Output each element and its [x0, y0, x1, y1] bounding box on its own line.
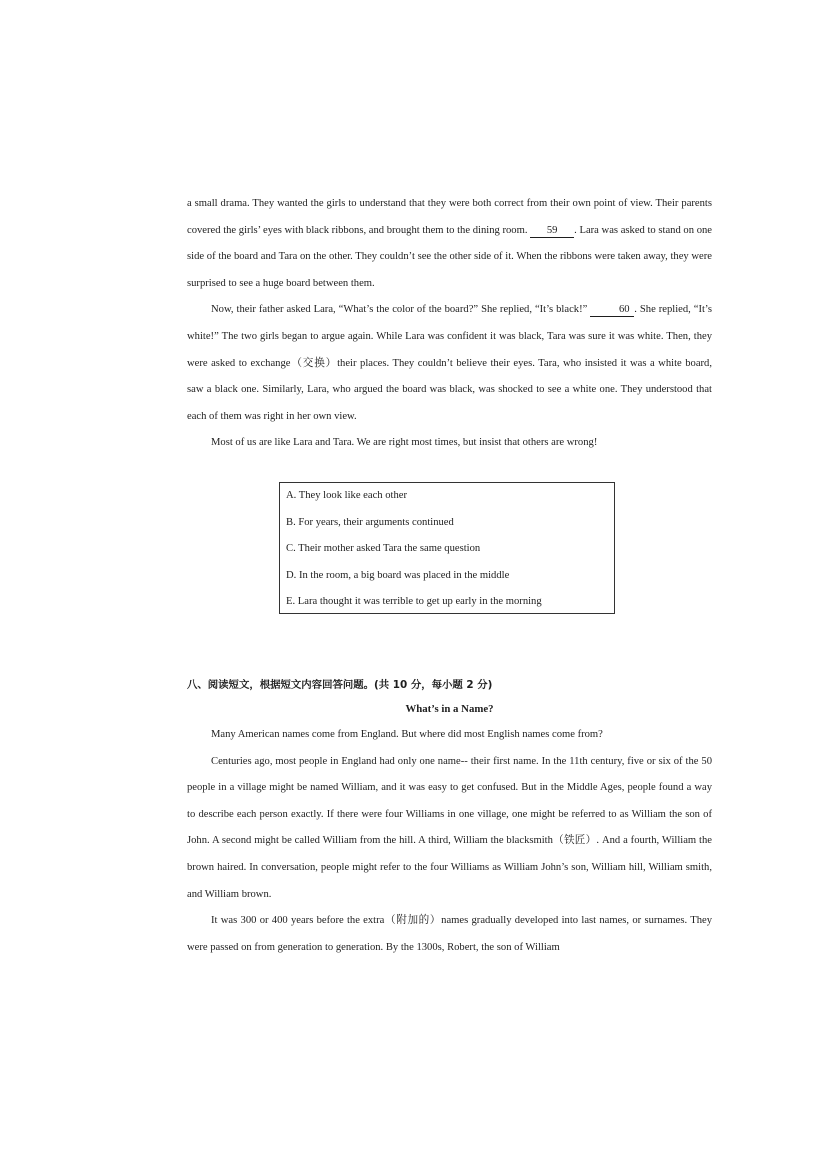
names-paragraph-2: Centuries ago, most people in England had only one name-- their first name. In the 11th century, five or six of the 50 people in a village might be named William, and it was easy to get confused. But in the Middle Ages, people found a way to describe each person exactly. If there were four Williams in one village, one might be referred to as William the son of John. A second might be called William from the hill. A third, William the blacksmith（铁匠）. And a fourth, William the brown haired. In conversation, people might refer to the four Williams as William John’s son, William hill, William smith, and William brown.: [187, 755, 712, 900]
section-8-heading: 八、阅读短文，根据短文内容回答问题。(共 10 分，每小题 2 分): [187, 679, 493, 691]
option-c: C. Their mother asked Tara the same question: [286, 543, 481, 555]
paragraph-1: a small drama. They wanted the girls to understand that they were both correct from their own point of view. Their parents covered the girls’ eyes with black ribbons, and brought them to the dining room. 59 . Lara was asked to stand on one side of the board and Tara on the other. They couldn’t see the other side of it. When the ribbons were taken away, they were surprised to see a huge board between them.: [187, 198, 712, 289]
blank-59: 59: [530, 225, 574, 238]
paragraph-1-part-1: a small drama. They wanted the girls to understand that they were both correct from their own point of view. Their parents covered the girls’ eyes with black ribbons, and brought them to the dining room.: [187, 198, 712, 236]
option-e: E. Lara thought it was terrible to get up early in the morning: [286, 596, 542, 608]
names-paragraph-3: It was 300 or 400 years before the extra（附加的）names gradually developed into last names, or surnames. They were passed on from generation to generation. By the 1300s, Robert, the son of William: [187, 915, 712, 953]
names-paragraph-1: Many American names come from England. But where did most English names come from?: [211, 729, 603, 740]
option-d: D. In the room, a big board was placed in the middle: [286, 569, 510, 581]
paragraph-3: Most of us are like Lara and Tara. We are right most times, but insist that others are wrong!: [211, 437, 598, 449]
passage-title: What’s in a Name?: [405, 703, 494, 715]
options-box: [279, 482, 615, 614]
paragraph-1-part-2: Lara was asked to stand on one side of the board and Tara on the other. They couldn’t see the other side of it. When the ribbons were taken away, they were surprised to see a huge board between them.: [187, 224, 712, 289]
blank-60: 60: [590, 304, 634, 317]
passage-cloze: [187, 191, 712, 457]
paragraph-2: Now, their father asked Lara, “What’s the color of the board?” She replied, “It’s black!” 60 . She replied, “It’s white!” The two girls began to argue again. While Lara was confident it was black, Tara was sure it was white. Then, they were asked to exchange（交换）their places. They couldn’t believe their eyes. Tara, who insisted it was a white board, saw a black one. Similarly, Lara, who argued the board was black, was shocked to see a white one. They understood that each of them was right in her own view.: [187, 304, 712, 422]
paragraph-2-part-1: Now, their father asked Lara, “What’s the color of the board?” She replied, “It’s black!”: [211, 304, 588, 316]
paragraph-2-part-2: She replied, “It’s white!” The two girls began to argue again. While Lara was confident it was black, Tara was sure it was white. Then, they were asked to exchange（交换）their places. They couldn’t believe their eyes. Tara, who insisted it was a white board, saw a black one. Similarly, Lara, who argued the board was black, was shocked to see a white one. They understood that each of them was right in her own view.: [187, 304, 712, 422]
passage-names: [187, 722, 712, 961]
option-a: A. They look like each other: [286, 490, 408, 501]
option-b: B. For years, their arguments continued: [286, 516, 454, 528]
